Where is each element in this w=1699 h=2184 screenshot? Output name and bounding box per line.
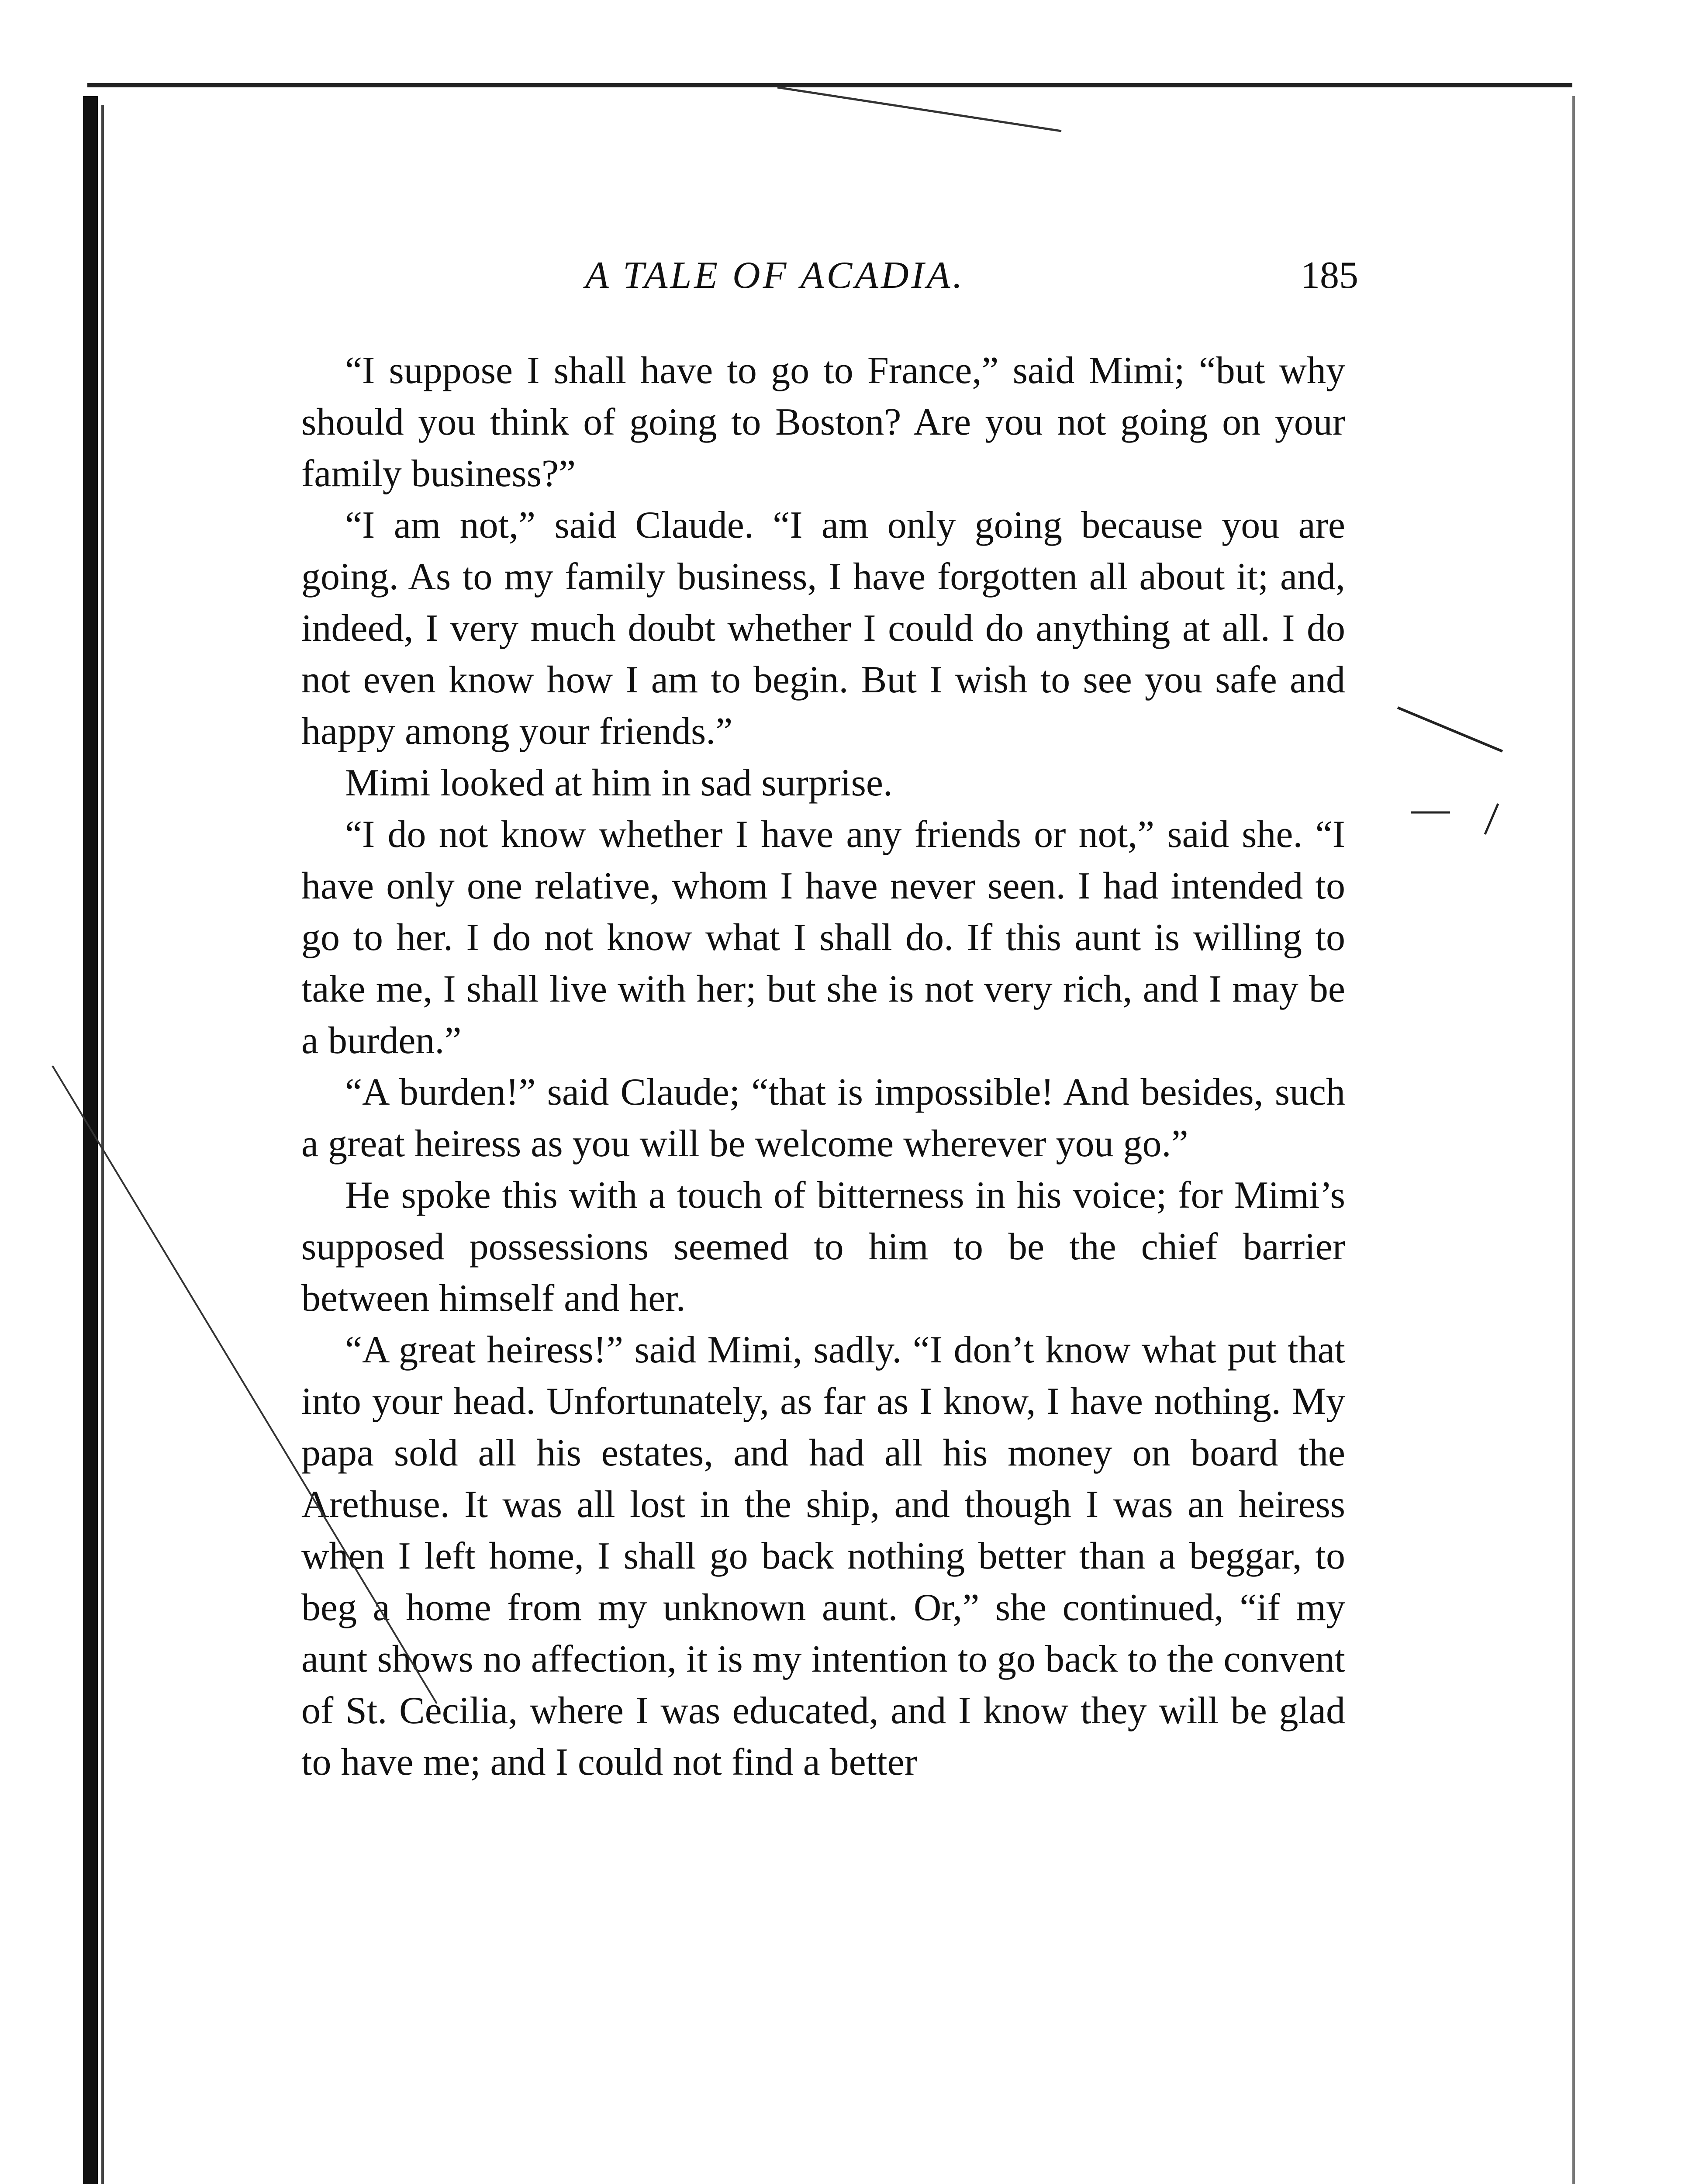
paragraph: Mimi looked at him in sad surprise.	[345, 762, 893, 804]
running-head: A TALE OF ACADIA.	[585, 254, 965, 297]
stray-dash	[1485, 804, 1498, 834]
paragraph: “I am not,” said Claude. “I am only going because you are going. As to my family business, I have forgotten all about it; and, indeed, I very much doubt whether I could do anything at all. I do not even know how I am to begin. But I wish to see you safe and happy among your friends.”	[301, 504, 1345, 753]
paragraph: He spoke this with a touch of bitterness in his voice; for Mimi’s supposed possessions seemed to him to be the chief barrier between himself and her.	[301, 1174, 1345, 1320]
stray-stroke	[1398, 708, 1502, 751]
paragraph: “I suppose I shall have to go to France,” said Mimi; “but why should you think of going to Boston? Are you not going on your family business?”	[301, 349, 1345, 495]
paragraph: “A burden!” said Claude; “that is impossible! And besides, such a great heiress as you will be welcome wherever you go.”	[301, 1071, 1345, 1165]
paragraph: “A great heiress!” said Mimi, sadly. “I don’t know what put that into your head. Unfortunately, as far as I know, I have nothing. My papa sold all his estates, and had all his money on board the Arethuse. It was all lost in the ship, and though I was an heiress when I left home, I shall go back nothing better than a beggar, to beg a home from my unknown aunt. Or,” she continued, “if my aunt shows no affection, it is my intention to go back to the convent of St. Cecilia, where I was educated, and I know they will be glad to have me; and I could not find a better	[301, 1329, 1345, 1783]
stray-top-stroke	[777, 87, 1061, 131]
page-number: 185	[1301, 254, 1358, 297]
stray-diagonal	[52, 1066, 437, 1704]
paragraph: “I do not know whether I have any friends or not,” said she. “I have only one relative, whom I have never seen. I had intended to go to her. I do not know what I shall do. If this aunt is willing to take me, I shall live with her; but she is not very rich, and I may be a burden.”	[301, 813, 1345, 1062]
